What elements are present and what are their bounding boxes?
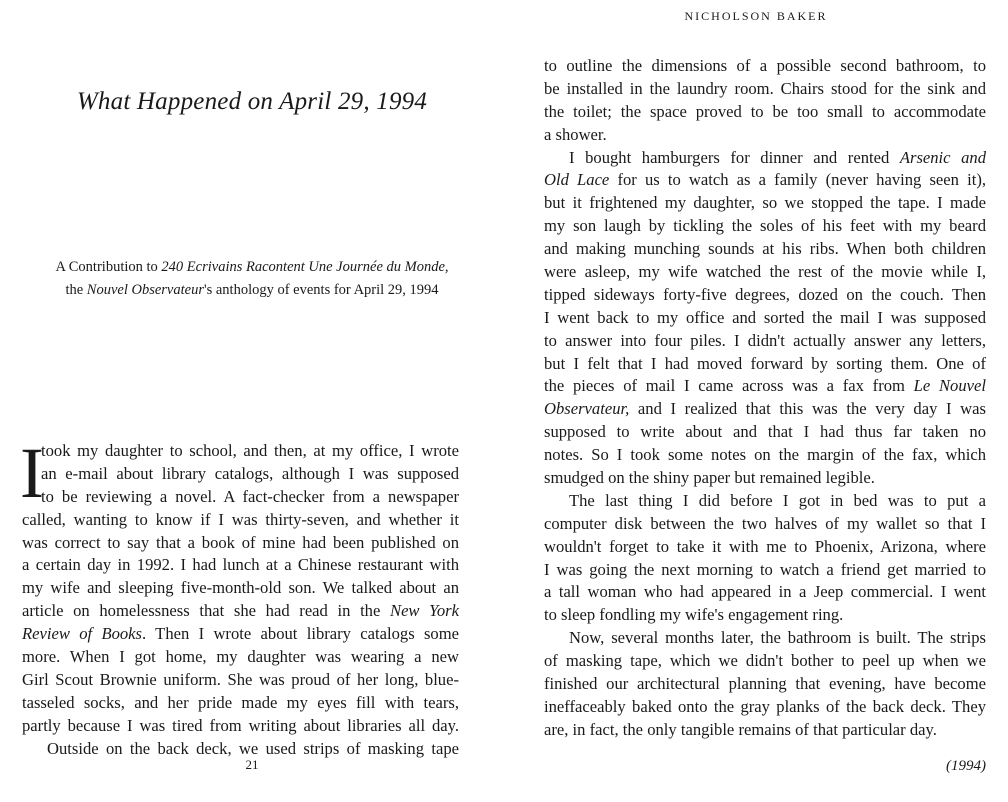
text-line: to be reviewing a novel. A fact-checker from a newspaper: [41, 486, 459, 506]
running-head: NICHOLSON BAKER: [684, 9, 828, 23]
text-line: of masking tape, which we didn't bother to peel up when we: [544, 651, 986, 671]
text-line: smudged on the shiny paper but remained legible.: [544, 468, 875, 488]
text-line: called, wanting to know if I was thirty-seven, and whether it: [22, 509, 459, 529]
text-line: be installed in the laundry room. Chairs stood for the sink and: [544, 78, 986, 98]
text-line: took my daughter to school, and then, at my office, I wrote: [41, 441, 459, 460]
italic-title: Review of Books: [22, 624, 143, 644]
subtitle-prefix-2: the: [65, 281, 87, 298]
text-line: but it frightened my daughter, so we stopped the tape. I made: [544, 193, 986, 213]
text-line: I was going the next morning to watch a friend get married to: [544, 559, 986, 579]
text-line: [544, 147, 986, 170]
date-signature: (1994): [946, 758, 986, 774]
text-line: ineffaceably baked onto the gray planks of the back deck. They: [544, 696, 986, 716]
text-line: partly because I was tired from writing about libraries all day.: [22, 715, 459, 735]
text-line: wouldn't forget to take it with me to Phoenix, Arizona, where: [544, 536, 986, 556]
subtitle-line-1: [0, 256, 504, 279]
text-line: Outside on the back deck, we used strips of masking tape: [47, 738, 459, 758]
text-line: were asleep, my wife watched the rest of the movie while I,: [544, 262, 986, 282]
italic-title: Old Lace: [544, 170, 610, 190]
text-line: tasseled socks, and her pride made my eyes fill with tears,: [22, 692, 459, 712]
text-segment: and I realized that this was the very day I was: [629, 399, 986, 419]
page-number: 21: [245, 757, 259, 772]
text-line: the toilet; the space proved to be too small to accommodate: [544, 101, 986, 121]
italic-title: Observateur,: [544, 399, 630, 419]
text-line: to answer into four piles. I didn't actually answer any letters,: [544, 330, 986, 350]
text-line: to sleep fondling my wife's engagement ring.: [544, 605, 844, 625]
text-line: [22, 623, 459, 646]
text-segment: . Then I wrote about library catalogs some: [142, 624, 459, 644]
text-line: computer disk between the two halves of my wallet so that I: [544, 513, 986, 533]
text-line: tipped sideways forty-five degrees, dozed on the couch. Then: [544, 284, 986, 304]
text-line: finished our architectural planning that evening, have become: [544, 674, 986, 694]
text-line: [544, 375, 986, 398]
subtitle-suffix: 's anthology of events for April 29, 1994: [203, 281, 439, 298]
right-page: [504, 0, 1008, 802]
text-line: The last thing I did before I got in bed was to put a: [569, 490, 986, 510]
subtitle-book-title: 240 Ecrivains Racontent Une Journée du Monde,: [161, 259, 449, 275]
text-line: to outline the dimensions of a possible second bathroom, to: [544, 56, 986, 75]
italic-title: New York: [390, 601, 459, 621]
drop-cap: I: [20, 433, 44, 513]
text-line: Girl Scout Brownie uniform. She was proud of her long, blue-: [22, 669, 459, 689]
text-line: notes. So I took some notes on the margin of the fax, which: [544, 445, 986, 465]
right-body-text: [544, 55, 986, 742]
text-segment: article on homelessness that she had read in the: [22, 601, 390, 621]
chapter-title: What Happened on April 29, 1994: [76, 88, 428, 115]
text-line: my wife and sleeping five-month-old son. We talked about an: [22, 578, 459, 598]
text-line: [544, 398, 986, 421]
italic-title: Arsenic and: [899, 147, 986, 167]
text-line: more. When I got home, my daughter was wearing a new: [22, 647, 459, 667]
text-line: a tall woman who had appeared in a Jeep commercial. I went: [544, 582, 986, 602]
text-line: my son laugh by tickling the soles of his feet with my beard: [544, 216, 986, 236]
text-line: and making munching sounds at his ribs. When both children: [544, 239, 986, 259]
subtitle-prefix: A Contribution to: [55, 259, 162, 275]
text-segment: the pieces of mail I came across was a fax from: [544, 376, 914, 396]
text-line: a shower.: [544, 124, 607, 144]
text-line: supposed to write about and that I had thus far taken no: [544, 422, 986, 442]
text-line: an e-mail about library catalogs, although I was supposed: [41, 463, 459, 483]
text-line: are, in fact, the only tangible remains of that particular day.: [544, 719, 937, 739]
text-segment: I bought hamburgers for dinner and rented: [569, 147, 900, 167]
text-line: but I felt that I had moved forward by sorting them. One of: [544, 353, 986, 373]
text-line: [544, 169, 986, 192]
subtitle-publication: Nouvel Observateur: [86, 281, 204, 298]
text-line: I went back to my office and sorted the mail I was supposed: [544, 307, 986, 327]
text-line: Now, several months later, the bathroom is built. The strips: [569, 628, 986, 648]
text-line: was correct to say that a book of mine had been published on: [22, 532, 459, 552]
chapter-subtitle: [0, 256, 504, 302]
left-body-text: [20, 433, 459, 760]
italic-title: Le Nouvel: [913, 376, 986, 396]
text-line: [22, 600, 459, 623]
text-line: a certain day in 1992. I had lunch at a Chinese restaurant with: [22, 555, 459, 575]
text-segment: for us to watch as a family (never having seen it),: [609, 170, 986, 190]
subtitle-line-2: [0, 279, 504, 302]
